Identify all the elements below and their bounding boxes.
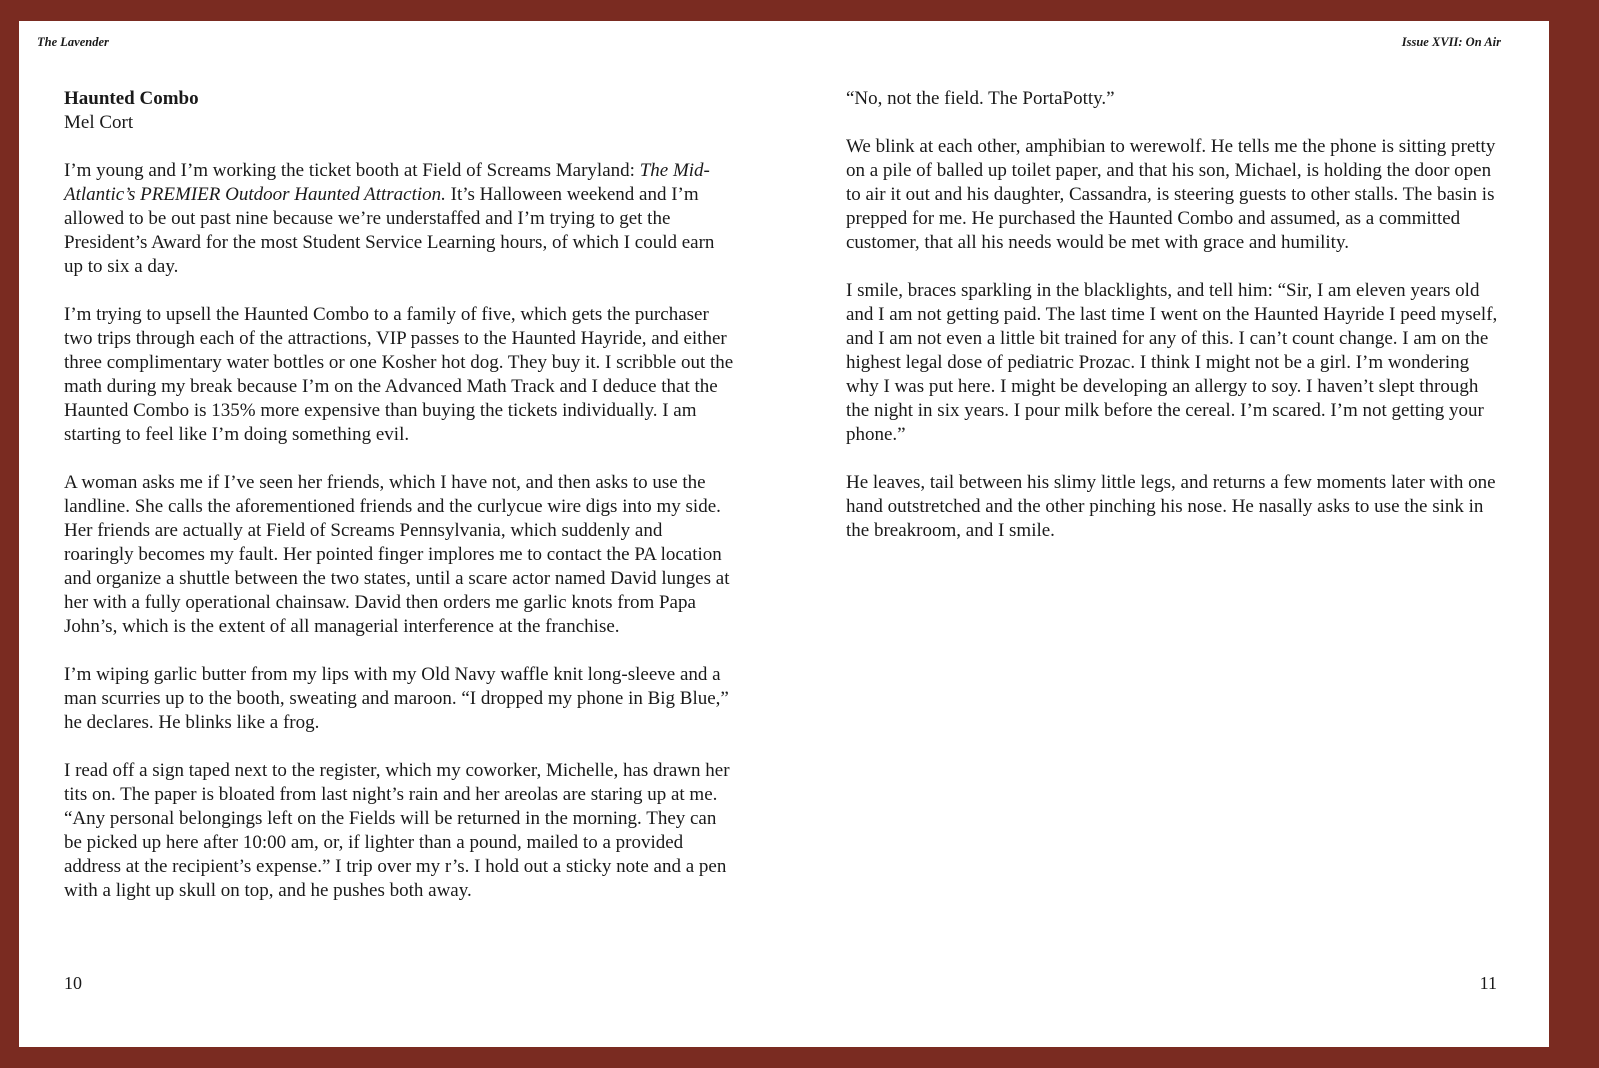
paragraph: I read off a sign taped next to the register, which my coworker, Michelle, has drawn her tits on. The paper is bloated from last night’s rain and her areolas are staring up at me. “Any personal belongings left on the Fields will be returned in the morning. They can be picked up here after 10:00 am, or, if lighter than a pound, mailed to a provided address at the recipient’s expense.” I trip over my r’s. I hold out a sticky note and a pen with a light up skull on top, and he pushes both away.	[64, 760, 730, 901]
page-number-right: 11	[1479, 973, 1497, 993]
paragraph-text: I’m young and I’m working the ticket booth at Field of Screams Maryland:	[64, 160, 640, 181]
paragraph: A woman asks me if I’ve seen her friends, which I have not, and then asks to use the landline. She calls the aforementioned friends and the curlycue wire digs into my side. Her friends are actually at Field of Screams Pennsylvania, which suddenly and roaringly becomes my fault. Her pointed finger implores me to contact the PA location and organize a shuttle between the two states, until a scare actor named David lunges at her with a fully operational chainsaw. David then orders me garlic knots from Papa John’s, which is the extent of all managerial interference at the franchise.	[64, 472, 730, 637]
paragraph: I’m trying to upsell the Haunted Combo to a family of five, which gets the purchaser two trips through each of the attractions, VIP passes to the Haunted Hayride, and either three complimentary water bottles or one Kosher hot dog. They buy it. I scribble out the math during my break because I’m on the Advanced Math Track and I deduce that the Haunted Combo is 135% more expensive than buying the tickets individually. I am starting to feel like I’m doing something evil.	[64, 304, 734, 445]
paragraph	[64, 159, 734, 279]
paragraph-text: It’s Halloween weekend and I’m allowed to be out past nine because we’re understaffed and I’m trying to get the President’s Award for the most Student Service Learning hours, of which I could earn up to six a day.	[64, 184, 715, 277]
right-column	[846, 87, 1506, 543]
page-number-left: 10	[64, 973, 82, 993]
left-column	[64, 87, 734, 903]
slogan-italic: The Mid-Atlantic’s PREMIER Outdoor Haunted Attraction.	[64, 160, 710, 205]
paragraph: “No, not the field. The PortaPotty.”	[846, 88, 1115, 109]
page-spread	[19, 21, 1549, 1047]
story-author: Mel Cort	[64, 112, 134, 133]
paragraph: He leaves, tail between his slimy little legs, and returns a few moments later with one hand outstretched and the other pinching his nose. He nasally asks to use the sink in the breakroom, and I smile.	[846, 472, 1496, 541]
running-head-publication: The Lavender	[37, 35, 109, 49]
story-title: Haunted Combo	[64, 88, 199, 109]
paragraph: I smile, braces sparkling in the blacklights, and tell him: “Sir, I am eleven years old and I am not getting paid. The last time I went on the Haunted Hayride I peed myself, and I am not even a little bit trained for any of this. I can’t count change. I am on the highest legal dose of pediatric Prozac. I think I might not be a girl. I’m wondering why I was put here. I might be developing an allergy to soy. I haven’t slept through the night in six years. I pour milk before the cereal. I’m scared. I’m not getting your phone.”	[846, 280, 1498, 445]
paragraph: We blink at each other, amphibian to werewolf. He tells me the phone is sitting pretty on a pile of balled up toilet paper, and that his son, Michael, is holding the door open to air it out and his daughter, Cassandra, is steering guests to other stalls. The basin is prepped for me. He purchased the Haunted Combo and assumed, as a committed customer, that all his needs would be met with grace and humility.	[846, 136, 1496, 253]
running-head-issue: Issue XVII: On Air	[1401, 35, 1501, 49]
paragraph: I’m wiping garlic butter from my lips with my Old Navy waffle knit long-sleeve and a man scurries up to the booth, sweating and maroon. “I dropped my phone in Big Blue,” he declares. He blinks like a frog.	[64, 664, 729, 733]
